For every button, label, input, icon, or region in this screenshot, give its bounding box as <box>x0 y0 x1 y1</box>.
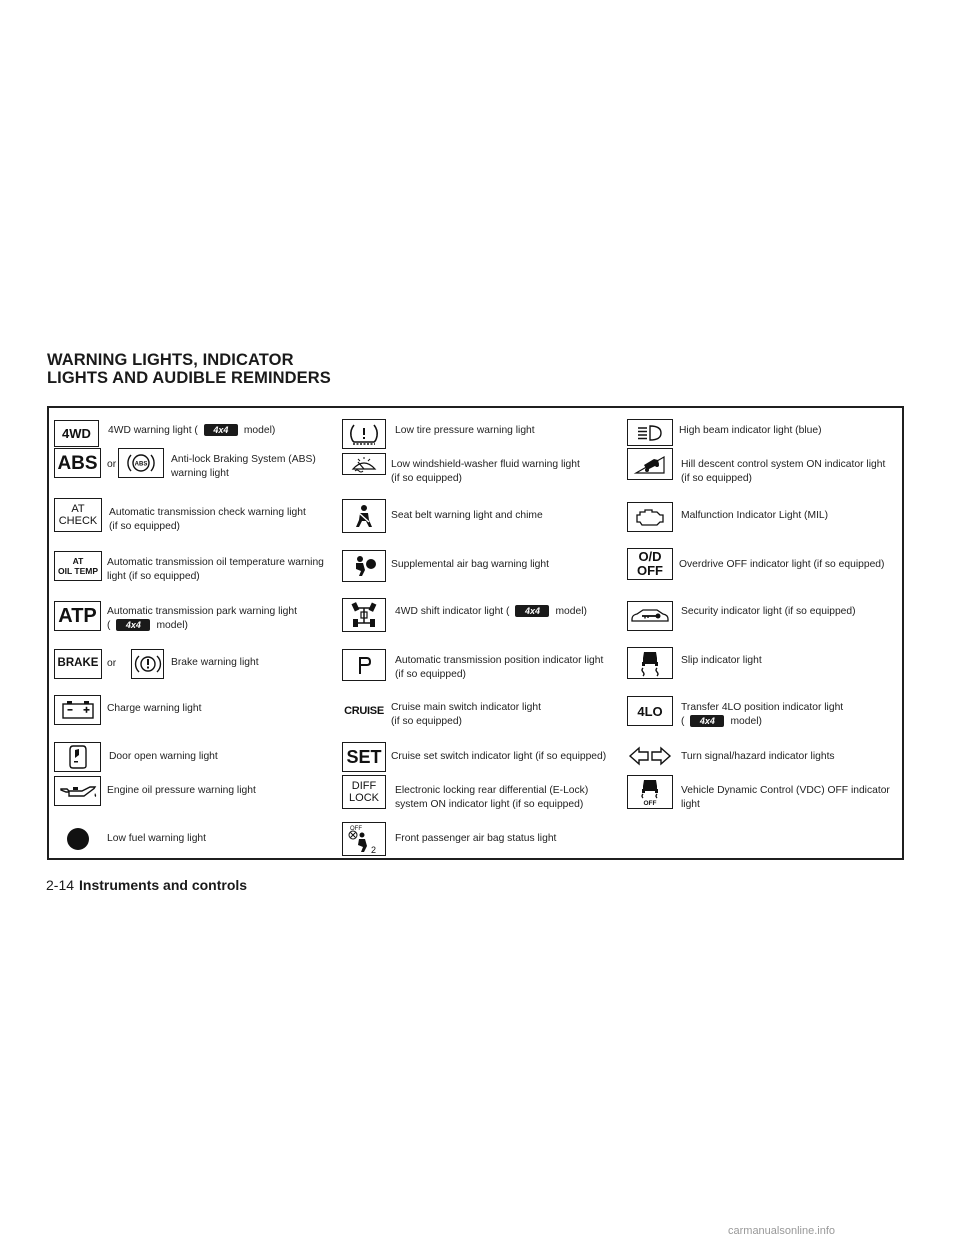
brake-warning-desc: Brake warning light <box>171 657 259 668</box>
page-number: 2-14 <box>46 877 75 893</box>
od-off-desc: Overdrive OFF indicator light (if so equipped) <box>679 559 885 570</box>
vdc-off-desc: Vehicle Dynamic Control (VDC) OFF indicator light <box>681 785 890 810</box>
diff-lock-desc: Electronic locking rear differential (E-Lock) system ON indicator light (if so equipped) <box>395 785 589 810</box>
air-bag-icon <box>342 550 386 582</box>
at-oil-temp-icon: AT OIL TEMP <box>54 551 102 581</box>
slip-icon <box>627 647 673 679</box>
hill-descent-icon <box>627 448 673 480</box>
cruise-main-desc: Cruise main switch indicator light (if so equipped) <box>391 702 541 727</box>
heading-line-2: LIGHTS AND AUDIBLE REMINDERS <box>47 369 331 387</box>
at-check-desc: Automatic transmission check warning light (if so equipped) <box>109 507 306 532</box>
at-check-icon: AT CHECK <box>54 498 102 532</box>
or-label: or <box>107 459 117 470</box>
slip-desc: Slip indicator light <box>681 655 762 666</box>
abs-warning-icon: ABS <box>54 448 101 478</box>
passenger-airbag-number: 2 <box>371 845 377 855</box>
washer-fluid-desc: Low windshield-washer fluid warning light (if so equipped) <box>391 459 580 484</box>
vdc-off-icon <box>627 775 673 809</box>
hill-descent-desc: Hill descent control system ON indicator light (if so equipped) <box>681 459 886 484</box>
security-desc: Security indicator light (if so equipped) <box>681 606 856 617</box>
high-beam-icon <box>627 419 673 446</box>
park-position-desc: Automatic transmission position indicator light (if so equipped) <box>395 655 604 680</box>
park-position-icon <box>342 649 386 681</box>
tire-pressure-icon <box>342 419 386 449</box>
4wd-warning-icon: 4WD <box>54 420 99 447</box>
high-beam-desc: High beam indicator light (blue) <box>679 425 822 436</box>
4wd-warning-desc: 4WD warning light (4x4 model) <box>108 424 275 438</box>
4x4-badge-icon <box>204 424 238 436</box>
tire-pressure-desc: Low tire pressure warning light <box>395 425 535 436</box>
diff-lock-icon: DIFF LOCK <box>342 775 386 809</box>
washer-fluid-icon <box>342 453 386 475</box>
warning-lights-table <box>47 406 904 860</box>
door-open-icon <box>54 742 101 772</box>
4x4-badge-icon <box>515 605 549 617</box>
section-title: Instruments and controls <box>79 877 248 893</box>
or-label: or <box>107 658 117 669</box>
4lo-icon: 4LO <box>627 696 673 726</box>
abs-warning-desc: Anti-lock Braking System (ABS) warning light <box>171 454 316 479</box>
mil-desc: Malfunction Indicator Light (MIL) <box>681 510 829 521</box>
door-open-desc: Door open warning light <box>109 751 218 762</box>
atp-warning-icon: ATP <box>54 601 101 631</box>
passenger-airbag-icon <box>342 822 386 856</box>
4wd-shift-icon <box>342 598 386 632</box>
abs-circle-icon <box>118 448 164 478</box>
atp-warning-desc: Automatic transmission park warning light (4x4 model) <box>107 605 297 633</box>
battery-icon <box>54 695 101 725</box>
at-oil-temp-desc: Automatic transmission oil temperature warning light (if so equipped) <box>107 557 324 582</box>
4wd-shift-desc: 4WD shift indicator light (4x4 model) <box>395 605 587 619</box>
turn-signal-icon <box>627 742 673 770</box>
charge-warning-desc: Charge warning light <box>107 703 202 714</box>
cruise-set-icon: SET <box>342 742 386 772</box>
passenger-airbag-off-label: OFF <box>350 826 362 832</box>
seat-belt-icon <box>342 499 386 533</box>
air-bag-desc: Supplemental air bag warning light <box>391 559 549 570</box>
seat-belt-desc: Seat belt warning light and chime <box>391 510 543 521</box>
section-heading <box>47 351 331 387</box>
vdc-off-label: OFF <box>643 800 657 807</box>
page-footer <box>46 877 247 893</box>
passenger-airbag-desc: Front passenger air bag status light <box>395 833 557 844</box>
4x4-badge-icon <box>690 715 724 727</box>
engine-icon <box>627 502 673 532</box>
turn-signal-desc: Turn signal/hazard indicator lights <box>681 751 835 762</box>
security-car-icon <box>627 601 673 631</box>
oil-pressure-desc: Engine oil pressure warning light <box>107 785 256 796</box>
low-fuel-desc: Low fuel warning light <box>107 833 207 844</box>
brake-circle-icon <box>131 649 164 679</box>
svg-text:ABS: ABS <box>134 461 148 468</box>
4x4-badge-icon <box>116 619 150 631</box>
oil-can-icon <box>54 776 101 806</box>
cruise-set-desc: Cruise set switch indicator light (if so equipped) <box>391 751 607 762</box>
watermark-link[interactable]: carmanualsonline.info <box>728 1225 836 1237</box>
brake-warning-icon: BRAKE <box>54 649 102 679</box>
4lo-desc: Transfer 4LO position indicator light (4x4 model) <box>681 701 843 729</box>
fuel-dot-icon <box>54 823 101 855</box>
od-off-icon: O/D OFF <box>627 548 673 580</box>
heading-line-1: WARNING LIGHTS, INDICATOR <box>47 351 294 369</box>
cruise-main-icon: CRUISE <box>342 696 386 726</box>
